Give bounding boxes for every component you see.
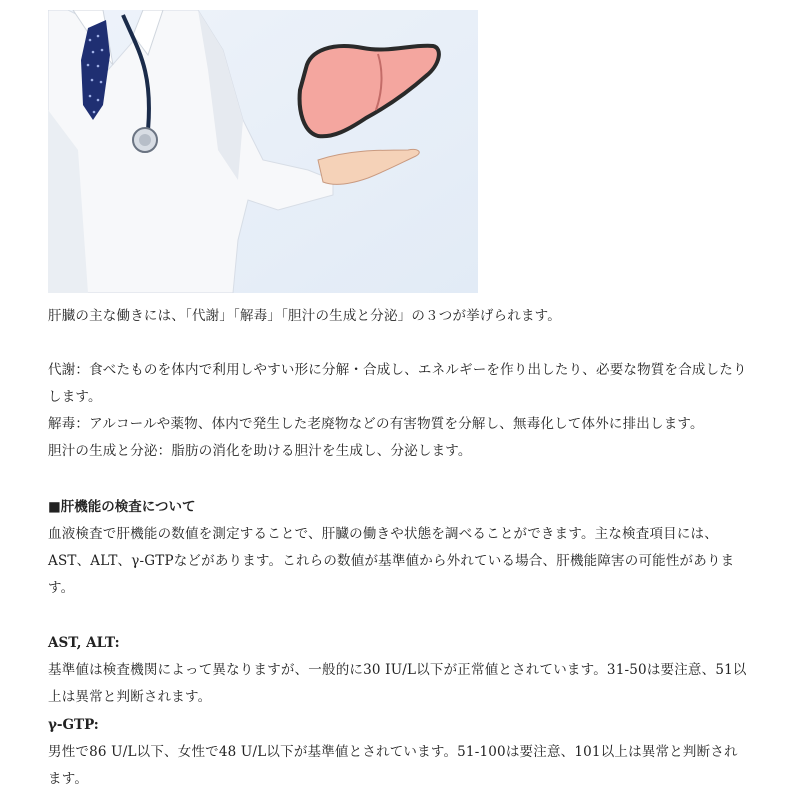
ggt-body: 男性で86 U/L以下、女性で48 U/L以下が基準値とされています。51-100は要注意、101以上は異常と判断されます。 (48, 744, 738, 787)
intro-paragraph: 肝臓の主な働きには、「代謝」「解毒」「胆汁の生成と分泌」の３つが挙げられます。 (48, 308, 561, 324)
ast-alt-body: 基準値は検査機関によって異なりますが、一般的に30 IU/L以下が正常値とされています。31-50は要注意、51以上は異常と判断されます。 (48, 662, 747, 705)
function-detox: 解毒：アルコールや薬物、体内で発生した老廃物などの有害物質を分解し、無毒化して体外に排出します。 (48, 416, 704, 432)
function-metabolism: 代謝：食べたものを体内で利用しやすい形に分解・合成し、エネルギーを作り出したり、必要な物質を合成したりします。 (48, 362, 747, 405)
section-body-liver-test: 血液検査で肝機能の数値を測定することで、肝臓の働きや状態を調べることができます。主な検査項目には、AST、ALT、γ-GTPなどがあります。これらの数値が基準値から外れている場合、肝機能障害の可能性があります。 (48, 526, 735, 596)
ggt-heading: γ-GTP: (48, 717, 99, 733)
function-bile: 胆汁の生成と分泌：脂肪の消化を助ける胆汁を生成し、分泌します。 (48, 443, 472, 459)
doctor-liver-illustration (48, 10, 478, 293)
section-heading-liver-test: ■肝機能の検査について (48, 499, 196, 515)
ast-alt-heading: AST, ALT: (48, 635, 120, 651)
